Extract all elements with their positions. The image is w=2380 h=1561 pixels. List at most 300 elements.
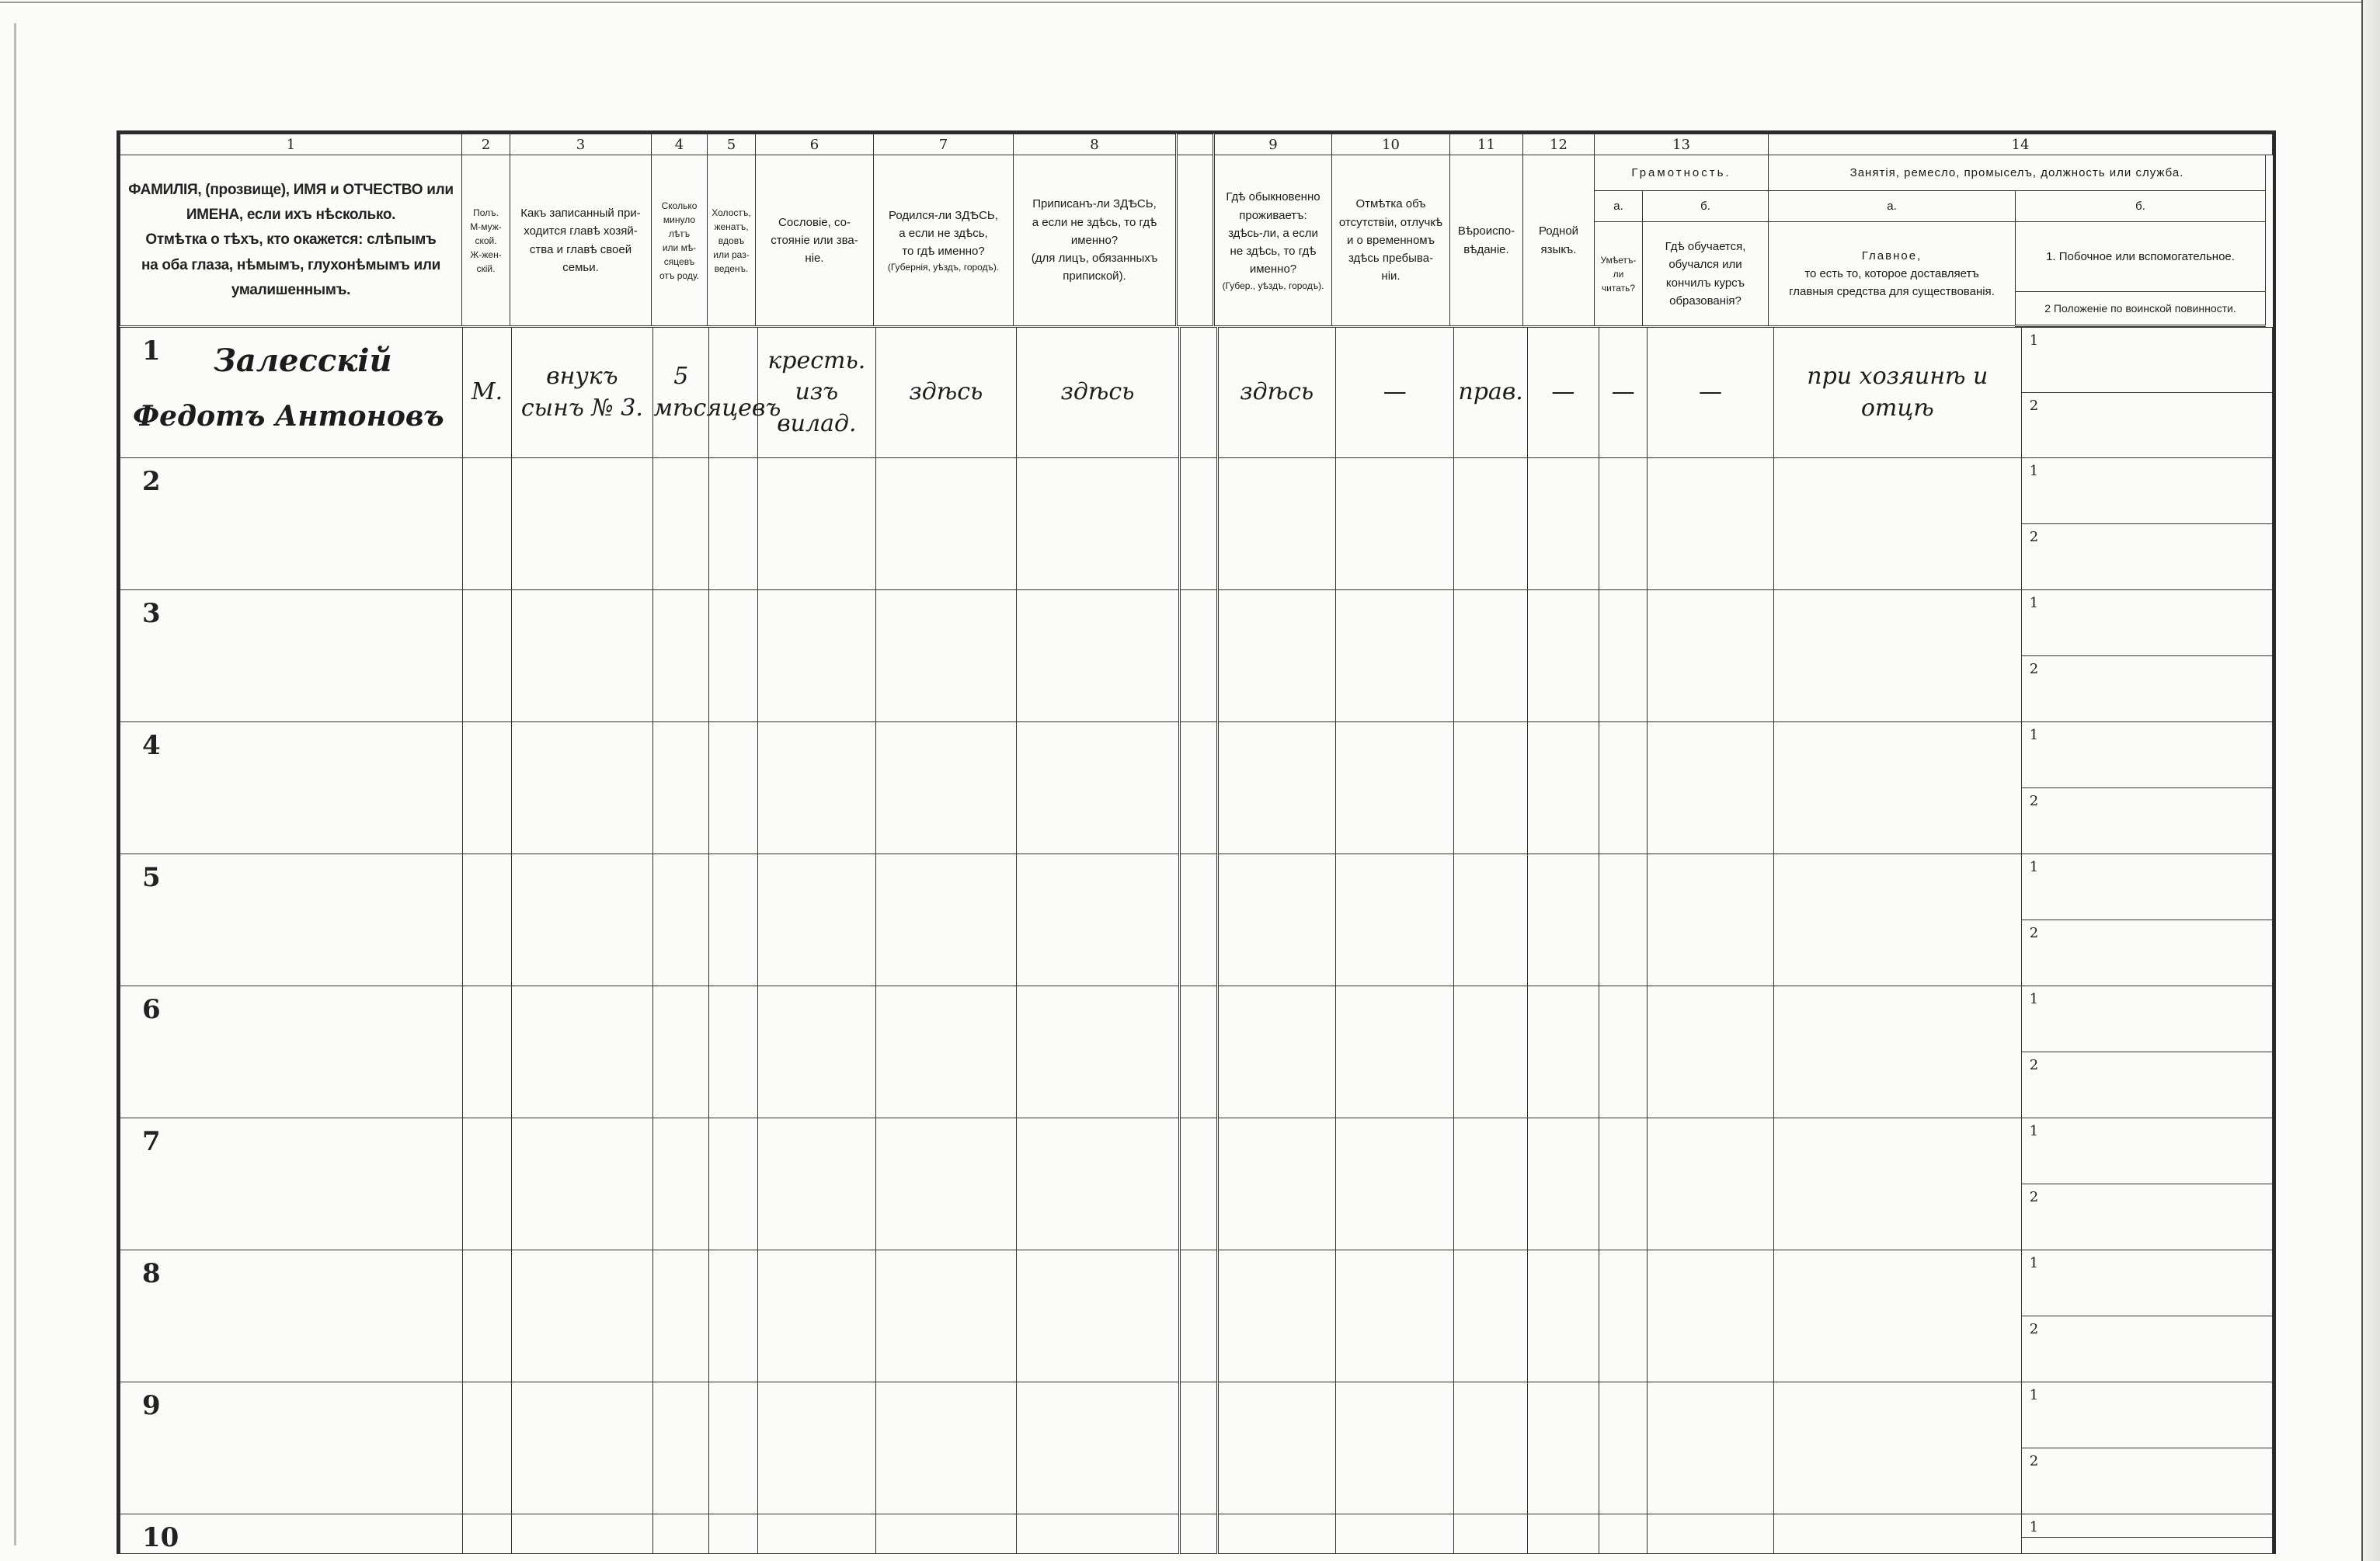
birthplace-cell[interactable] [876,722,1017,854]
language-cell[interactable] [1527,1514,1599,1554]
header-col13b-line: Гдѣ обучается, [1665,240,1746,253]
absence-cell[interactable] [1335,458,1453,590]
header-col1-line: на оба глаза, нѣмымъ, глухонѣмымъ или [141,256,441,273]
education-cell[interactable] [1648,854,1774,986]
header-col2 [462,155,510,326]
table-row [120,1382,2273,1448]
relation-cell[interactable]: внукъ сынъ № 3. [511,328,653,458]
secondary-occupation-cell[interactable]: 1 [2021,590,2272,656]
header-col9-line: (Губер., уѣздъ, городъ). [1222,280,1324,291]
header-col13b-line: обучался или [1668,258,1742,272]
header-col5-line: вдовъ [718,235,745,246]
header-col12-line: языкъ. [1540,242,1577,256]
age-cell[interactable] [653,986,709,1118]
gap-column [1180,1118,1217,1250]
age-cell[interactable] [653,1514,709,1554]
absence-cell[interactable]: — [1335,328,1453,458]
header-col7-line: то гдѣ именно? [902,245,985,259]
literacy-cell[interactable] [1599,854,1648,986]
sex-cell[interactable]: М. [463,328,511,458]
registered-cell[interactable] [1016,1514,1180,1554]
marital-cell[interactable] [709,986,757,1118]
registered-cell[interactable] [1016,1250,1180,1382]
marital-cell[interactable] [709,590,757,722]
age-cell[interactable] [653,590,709,722]
age-cell[interactable]: 5 мѣсяцевъ [653,328,709,458]
estate-cell[interactable] [757,722,875,854]
colnum-14: 14 [1769,134,2273,155]
header-col10-line: отсутствіи, отлучкѣ [1338,215,1443,229]
occupation-cell[interactable] [1773,590,2021,722]
occupation-cell[interactable]: при хозяинѣ и отцѣ [1773,328,2021,458]
estate-cell[interactable] [757,1382,875,1514]
header-col3-line: ства и главѣ своей [529,242,632,256]
table-row [120,854,2273,920]
literacy-cell[interactable] [1599,1514,1648,1554]
occupation-cell[interactable] [1773,854,2021,986]
header-col11 [1450,155,1523,326]
header-col9-line: здѣсь-ли, а если [1228,226,1318,240]
colnum-9: 9 [1214,134,1332,155]
absence-cell[interactable] [1335,986,1453,1118]
header-col13b-line: образованія? [1669,294,1742,308]
sex-cell[interactable] [463,722,511,854]
header-col11-line: вѣданіе. [1463,242,1509,256]
header-col3 [510,155,652,326]
given-name-handwritten: Федотъ Антоновъ [133,400,444,433]
residence-cell[interactable] [1217,1514,1335,1554]
header-col4-line: минуло [663,214,696,225]
birthplace-cell[interactable] [876,1514,1017,1554]
header-col14a-line: Главное, [1861,249,1922,262]
name-cell[interactable] [120,986,463,1118]
header-row-a [120,155,2273,191]
residence-cell[interactable] [1217,1382,1335,1514]
census-sheet [117,130,2276,1554]
sex-cell[interactable] [463,458,511,590]
secondary-occupation-cell[interactable]: 1 [2021,1250,2272,1316]
age-cell[interactable] [653,854,709,986]
header-col14b-label: б. [2016,191,2266,222]
header-col10-line: и о временномъ [1347,233,1435,247]
header-col6-line: ніе. [805,252,824,266]
residence-cell[interactable] [1217,1118,1335,1250]
header-col5-line: женатъ, [714,221,749,232]
colnum-12: 12 [1523,134,1595,155]
header-col4 [652,155,708,326]
header-col5 [708,155,756,326]
table-row [120,986,2273,1052]
colnum-2: 2 [462,134,510,155]
header-col6-line: Сословіе, со- [778,215,851,229]
religion-cell[interactable] [1454,1250,1527,1382]
birthplace-cell[interactable]: здѣсь [876,328,1017,458]
education-cell[interactable] [1648,1382,1774,1514]
occupation-cell[interactable] [1773,1250,2021,1382]
row-number: 8 [142,1258,161,1289]
literacy-cell[interactable] [1599,458,1648,590]
header-col10-line: здѣсь пребыва- [1348,252,1434,266]
registered-cell[interactable] [1016,722,1180,854]
header-col2-line: Полъ. [473,207,499,218]
literacy-cell[interactable] [1599,1382,1648,1514]
relation-cell[interactable] [511,1250,653,1382]
header-col14a-line: главныя средства для существованія. [1789,285,1995,299]
header-col4-line: отъ роду. [659,269,699,281]
relation-cell[interactable] [511,1514,653,1554]
education-cell[interactable] [1648,986,1774,1118]
header-col13-title: Грамотность. [1595,155,1769,191]
occupation-cell[interactable] [1773,1118,2021,1250]
header-col10 [1332,155,1450,326]
header-col9-line: Гдѣ обыкновенно [1226,190,1320,204]
marital-cell[interactable] [709,854,757,986]
table-row [120,328,2273,393]
estate-cell[interactable] [757,590,875,722]
header-col14b-1: 1. Побочное или вспомогательное. [2016,222,2266,292]
relation-cell[interactable] [511,458,653,590]
age-cell[interactable] [653,458,709,590]
header-col2-line: Ж-жен- [470,249,502,260]
marital-cell[interactable] [709,1250,757,1382]
occupation-cell[interactable] [1773,722,2021,854]
secondary-occupation-cell[interactable]: 1 [2021,986,2272,1052]
colnum-11: 11 [1450,134,1523,155]
surname-handwritten: Залесскій [214,342,392,379]
header-col10-line: Отмѣтка объ [1355,197,1426,211]
language-cell[interactable] [1527,1382,1599,1514]
gap-column [1180,590,1217,722]
literacy-cell[interactable] [1599,1118,1648,1250]
row-number: 1 [142,335,161,367]
religion-cell[interactable] [1454,986,1527,1118]
header-col13b-label: б. [1643,191,1769,222]
birthplace-cell[interactable] [876,1118,1017,1250]
secondary-occupation-cell[interactable]: 1 [2021,328,2272,393]
military-status-cell[interactable]: 2 [2021,1316,2272,1382]
birthplace-cell[interactable] [876,986,1017,1118]
header-col5-line: или раз- [713,249,750,260]
colnum-7: 7 [874,134,1014,155]
header-col1-line: ФАМИЛІЯ, (прозвище), ИМЯ и ОТЧЕСТВО или [128,181,454,198]
birthplace-cell[interactable] [876,1382,1017,1514]
absence-cell[interactable] [1335,1514,1453,1554]
registered-cell[interactable]: здѣсь [1016,328,1180,458]
absence-cell[interactable] [1335,1118,1453,1250]
name-cell[interactable] [120,328,463,458]
language-cell[interactable] [1527,722,1599,854]
header-col14a-line: то есть то, которое доставляетъ [1804,266,1979,280]
table-row [120,458,2273,524]
residence-cell[interactable] [1217,458,1335,590]
education-cell[interactable] [1648,1514,1774,1554]
header-col4-line: сяцевъ [663,256,695,267]
name-cell[interactable] [120,722,463,854]
sex-cell[interactable] [463,986,511,1118]
absence-cell[interactable] [1335,722,1453,854]
relation-cell[interactable] [511,1118,653,1250]
marital-cell[interactable] [709,1118,757,1250]
religion-cell[interactable] [1454,1514,1527,1554]
name-cell[interactable] [120,1250,463,1382]
colnum-5: 5 [708,134,756,155]
secondary-occupation-cell[interactable]: 1 [2021,1382,2272,1448]
occupation-cell[interactable] [1773,458,2021,590]
secondary-occupation-cell[interactable]: 1 [2021,722,2272,788]
language-cell[interactable] [1527,590,1599,722]
military-status-cell[interactable]: 2 [2021,524,2272,590]
registered-cell[interactable] [1016,854,1180,986]
header-col13b [1643,222,1769,326]
residence-cell[interactable] [1217,986,1335,1118]
registered-cell[interactable] [1016,458,1180,590]
military-status-cell[interactable]: 2 [2021,920,2272,986]
header-col1 [120,155,462,326]
gap-column [1180,722,1217,854]
table-row [120,1250,2273,1316]
relation-cell[interactable] [511,1382,653,1514]
education-cell[interactable] [1648,722,1774,854]
gap-column [1180,328,1217,458]
age-cell[interactable] [653,1250,709,1382]
residence-cell[interactable] [1217,1250,1335,1382]
header-col5-line: Холостъ, [712,207,751,218]
age-cell[interactable] [653,1382,709,1514]
occupation-cell[interactable] [1773,1382,2021,1514]
header-col12-line: Родной [1538,224,1579,238]
header-col7-line: Родился-ли ЗДѢСЬ, [889,208,998,222]
military-status-cell[interactable]: 2 [2021,393,2272,458]
header-col2-line: М-муж- [470,221,502,232]
education-cell[interactable] [1648,458,1774,590]
header-col8-line: (для лицъ, обязанныхъ [1031,252,1158,266]
marital-cell[interactable] [709,1382,757,1514]
registered-cell[interactable] [1016,986,1180,1118]
language-cell[interactable] [1527,854,1599,986]
secondary-occupation-cell[interactable]: 1 [2021,1118,2272,1184]
header-col4-line: лѣтъ [668,228,691,239]
marital-cell[interactable] [709,458,757,590]
sex-cell[interactable] [463,854,511,986]
residence-cell[interactable] [1217,854,1335,986]
sex-cell[interactable] [463,1118,511,1250]
header-col9-line: не здѣсь, то гдѣ [1230,245,1317,259]
literacy-cell[interactable] [1599,986,1648,1118]
column-number-row [120,134,2273,155]
occupation-cell[interactable] [1773,986,2021,1118]
name-cell[interactable] [120,590,463,722]
gap-column [1180,1250,1217,1382]
row-number: 7 [142,1126,161,1157]
sex-cell[interactable] [463,1250,511,1382]
colnum-4: 4 [652,134,708,155]
gap-column [1180,986,1217,1118]
header-col14b-2: 2 Положеніе по воинской повинности. [2016,292,2266,326]
header-col2-line: ской. [475,235,497,246]
header-col7-line: а если не здѣсь, [899,226,988,240]
marital-cell[interactable] [709,722,757,854]
language-cell[interactable]: — [1527,328,1599,458]
literacy-cell[interactable] [1599,1250,1648,1382]
table-row [120,722,2273,788]
marital-cell[interactable] [709,1514,757,1554]
absence-cell[interactable] [1335,1250,1453,1382]
header-col2-line: скій. [476,262,496,274]
language-cell[interactable] [1527,458,1599,590]
header-col3-line: Какъ записанный при- [520,207,641,220]
sex-cell[interactable] [463,1514,511,1554]
religion-cell[interactable] [1454,458,1527,590]
secondary-occupation-cell[interactable]: 1 [2021,854,2272,920]
colnum-8: 8 [1014,134,1177,155]
name-cell[interactable] [120,458,463,590]
header-col7 [874,155,1014,326]
header-col1-line: ИМЕНА, если ихъ нѣсколько. [186,207,396,224]
header-col8-line: именно? [1070,233,1119,247]
header-col8-line: Приписанъ-ли ЗДѢСЬ, [1032,197,1157,211]
religion-cell[interactable] [1454,1382,1527,1514]
military-status-cell[interactable]: 2 [2021,788,2272,854]
estate-cell[interactable] [757,1250,875,1382]
age-cell[interactable] [653,722,709,854]
secondary-occupation-cell[interactable]: 1 [2021,1514,2272,1538]
registered-cell[interactable] [1016,1118,1180,1250]
table-row [120,1514,2273,1538]
relation-cell[interactable] [511,722,653,854]
religion-cell[interactable]: прав. [1454,328,1527,458]
military-status-cell[interactable]: 2 [2021,1448,2272,1514]
absence-cell[interactable] [1335,854,1453,986]
header-col11-line: Вѣроиспо- [1457,224,1515,238]
name-cell[interactable] [120,854,463,986]
gap-column [1180,854,1217,986]
header-col4-line: Сколько [661,200,698,211]
row-number: 6 [142,994,161,1025]
header-col10-line: ніи. [1381,269,1401,283]
page-edge-right [2361,0,2380,1561]
residence-cell[interactable] [1217,590,1335,722]
header-col13b-line: кончилъ курсъ [1665,276,1745,290]
header-col9-line: проживаетъ: [1239,208,1307,222]
birthplace-cell[interactable] [876,854,1017,986]
name-cell[interactable] [120,1118,463,1250]
header-col9 [1214,155,1332,326]
language-cell[interactable] [1527,986,1599,1118]
registered-cell[interactable] [1016,1382,1180,1514]
gap-column [1180,458,1217,590]
header-col14-title: Занятія, ремесло, промыселъ, должность или служба. [1769,155,2266,191]
row-number: 9 [142,1390,161,1421]
header-col13a-line: ли [1613,268,1624,280]
estate-cell[interactable] [757,1118,875,1250]
row-number: 5 [142,862,161,893]
page-edge-left [14,23,16,1545]
estate-cell[interactable]: кресть. изъ вилад. [757,328,875,458]
header-col8-line: припиской). [1063,269,1126,283]
military-status-cell[interactable]: 2 [2021,1184,2272,1250]
header-col13a [1595,222,1643,326]
military-status-cell[interactable] [2021,1537,2272,1553]
sex-cell[interactable] [463,1382,511,1514]
military-status-cell[interactable]: 2 [2021,656,2272,722]
header-col9-line: именно? [1249,262,1297,276]
table-row [120,1118,2273,1184]
header-col3-line: ходится главѣ хозяй- [524,224,638,238]
name-cell[interactable] [120,1514,463,1554]
sex-cell[interactable] [463,590,511,722]
literacy-cell[interactable] [1599,590,1648,722]
relation-cell[interactable] [511,986,653,1118]
residence-cell[interactable] [1217,722,1335,854]
census-table [120,134,2273,327]
top-rule [0,2,2361,3]
gap-column [1177,155,1214,326]
age-cell[interactable] [653,1118,709,1250]
estate-cell[interactable] [757,1514,875,1554]
colnum-6: 6 [756,134,874,155]
gap-column [1180,1382,1217,1514]
header-col13a-label: а. [1595,191,1643,222]
row-number: 4 [142,730,161,761]
estate-cell[interactable] [757,458,875,590]
header-col14a-label: а. [1769,191,2016,222]
secondary-occupation-cell[interactable]: 1 [2021,458,2272,524]
estate-cell[interactable] [757,986,875,1118]
header-col8-line: а если не здѣсь, то гдѣ [1032,215,1157,229]
religion-cell[interactable] [1454,854,1527,986]
residence-cell[interactable]: здѣсь [1217,328,1335,458]
education-cell[interactable] [1648,1118,1774,1250]
census-body [120,327,2273,1554]
marital-cell[interactable] [709,328,757,458]
header-col7-line: (Губернія, уѣздъ, городъ). [887,262,1000,273]
birthplace-cell[interactable] [876,590,1017,722]
gap-column [1180,1514,1217,1554]
relation-cell[interactable] [511,590,653,722]
birthplace-cell[interactable] [876,458,1017,590]
header-col8 [1014,155,1177,326]
header-col4-line: или мѣ- [662,242,697,253]
literacy-cell[interactable] [1599,722,1648,854]
religion-cell[interactable] [1454,590,1527,722]
header-col3-line: семьи. [562,260,599,274]
religion-cell[interactable] [1454,1118,1527,1250]
estate-cell[interactable] [757,854,875,986]
literacy-cell[interactable]: — [1599,328,1648,458]
header-col14a [1769,222,2016,326]
military-status-cell[interactable]: 2 [2021,1052,2272,1118]
registered-cell[interactable] [1016,590,1180,722]
absence-cell[interactable] [1335,590,1453,722]
education-cell[interactable]: — [1648,328,1774,458]
row-number: 2 [142,466,161,497]
language-cell[interactable] [1527,1118,1599,1250]
header-col6-line: стояніе или зва- [771,233,858,247]
birthplace-cell[interactable] [876,1250,1017,1382]
relation-cell[interactable] [511,854,653,986]
absence-cell[interactable] [1335,1382,1453,1514]
name-cell[interactable] [120,1382,463,1514]
colnum-10: 10 [1332,134,1450,155]
religion-cell[interactable] [1454,722,1527,854]
language-cell[interactable] [1527,1250,1599,1382]
header-col5-line: веденъ. [714,262,749,274]
occupation-cell[interactable] [1773,1514,2021,1554]
education-cell[interactable] [1648,590,1774,722]
header-col6 [756,155,874,326]
colnum-1: 1 [120,134,462,155]
education-cell[interactable] [1648,1250,1774,1382]
